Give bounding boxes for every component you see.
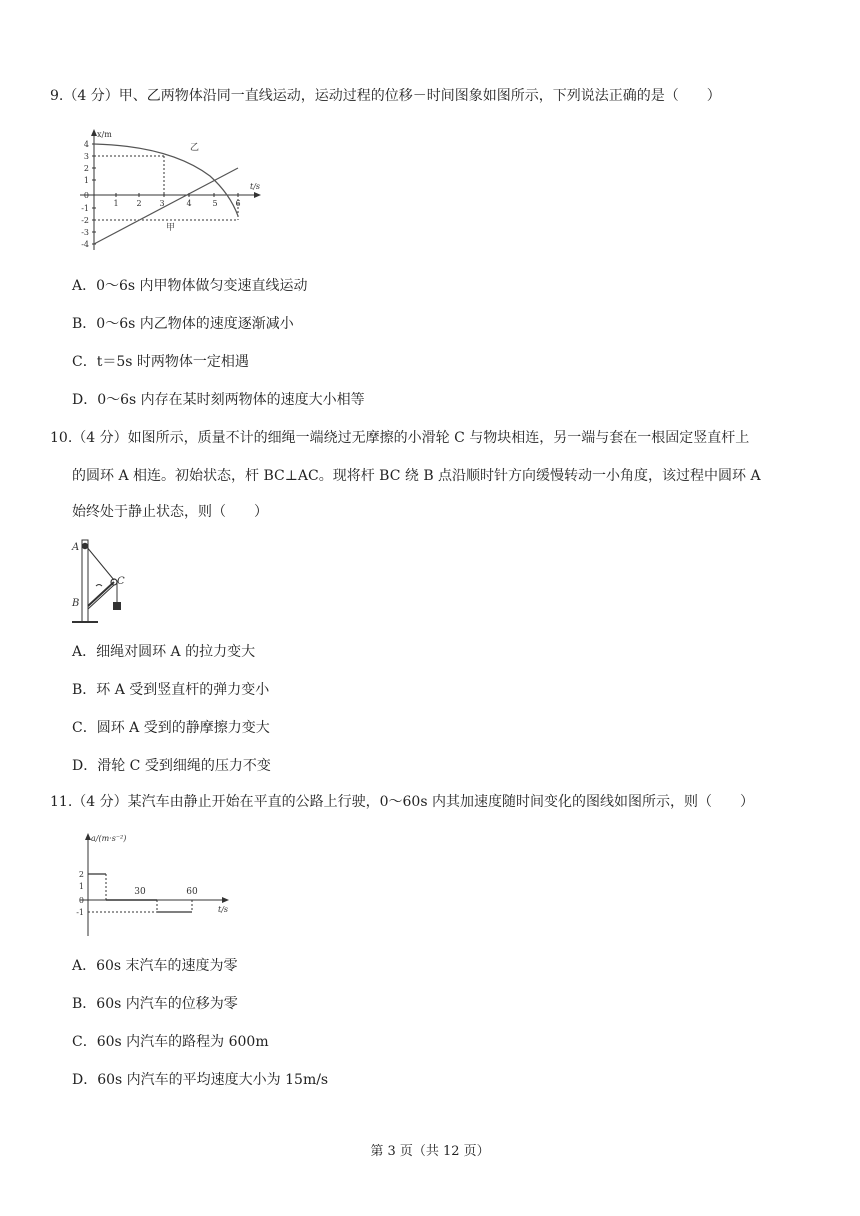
q10-pulley-diagram — [68, 536, 138, 628]
q10-label-b: B — [72, 598, 80, 609]
q10-stem-line3: 始终处于静止状态，则（ ） — [72, 504, 268, 520]
q9-curve-label-yi: 乙 — [190, 143, 200, 153]
q9-xtick: 5 — [212, 199, 218, 208]
q9-curve-label-jia: 甲 — [166, 223, 176, 233]
q11-option-c: C．60s 内汽车的路程为 600m — [72, 1034, 269, 1050]
q11-ytick: 1 — [78, 882, 84, 891]
q10-stem-line1: 10.（4 分）如图所示，质量不计的细绳一端绕过无摩擦的小滑轮 C 与物块相连，另一端与套在一根固定竖直杆上 — [50, 430, 750, 446]
q10-option-a: A．细绳对圆环 A 的拉力变大 — [72, 644, 256, 660]
q9-ytick: -1 — [81, 204, 89, 213]
q9-xt-graph — [70, 126, 270, 256]
q10-option-c: C．圆环 A 受到的静摩擦力变大 — [72, 720, 270, 736]
q9-xtick: 1 — [113, 199, 119, 208]
q9-ytick: -4 — [81, 240, 89, 249]
q11-ytick: 2 — [78, 870, 84, 879]
q10-option-b: B．环 A 受到竖直杆的弹力变小 — [72, 682, 270, 698]
q9-option-a: A．0～6s 内甲物体做匀变速直线运动 — [72, 278, 308, 294]
q9-ytick: -2 — [81, 216, 89, 225]
q11-ytick: -1 — [76, 908, 84, 917]
q10-label-c: C — [117, 576, 125, 587]
q9-ytick: 3 — [83, 152, 89, 161]
q9-xtick: 3 — [159, 199, 165, 208]
q9-xtick: 4 — [186, 199, 192, 208]
q9-xtick: 6 — [235, 199, 241, 208]
q9-ytick: 0 — [83, 191, 89, 200]
q11-x-axis-label: t/s — [218, 905, 229, 914]
q11-option-a: A．60s 末汽车的速度为零 — [72, 958, 238, 974]
q9-ytick: -3 — [81, 228, 89, 237]
page-footer: 第 3 页（共 12 页） — [370, 1144, 490, 1159]
q11-ytick: 0 — [78, 896, 84, 905]
q9-option-d: D．0～6s 内存在某时刻两物体的速度大小相等 — [72, 392, 365, 408]
q10-label-a: A — [72, 542, 80, 553]
q9-y-axis-label: x/m — [97, 130, 112, 139]
q9-x-axis-label: t/s — [250, 182, 261, 191]
q11-y-axis-label: a/(m·s⁻²) — [91, 834, 127, 843]
q9-stem: 9.（4 分）甲、乙两物体沿同一直线运动，运动过程的位移－时间图象如图所示，下列说法正确的是（ ） — [50, 88, 721, 104]
q10-stem-line2: 的圆环 A 相连。初始状态，杆 BC⊥AC。现将杆 BC 绕 B 点沿顺时针方向缓慢转动一小角度，该过程中圆环 A — [72, 468, 761, 484]
q11-option-b: B．60s 内汽车的位移为零 — [72, 996, 238, 1012]
q11-stem: 11.（4 分）某汽车由静止开始在平直的公路上行驶，0～60s 内其加速度随时间变化的图线如图所示，则（ ） — [50, 794, 754, 810]
q9-ytick: 2 — [83, 164, 89, 173]
q9-option-b: B．0～6s 内乙物体的速度逐渐减小 — [72, 316, 294, 332]
q9-option-c: C．t＝5s 时两物体一定相遇 — [72, 354, 249, 370]
q10-option-d: D．滑轮 C 受到细绳的压力不变 — [72, 758, 271, 774]
q11-option-d: D．60s 内汽车的平均速度大小为 15m/s — [72, 1072, 329, 1088]
q9-ytick: 4 — [83, 140, 89, 149]
q9-xtick: 2 — [136, 199, 142, 208]
q11-at-graph — [72, 828, 242, 940]
q11-xtick: 60 — [186, 887, 198, 897]
q9-ytick: 1 — [83, 176, 89, 185]
q11-xtick: 30 — [134, 887, 146, 897]
